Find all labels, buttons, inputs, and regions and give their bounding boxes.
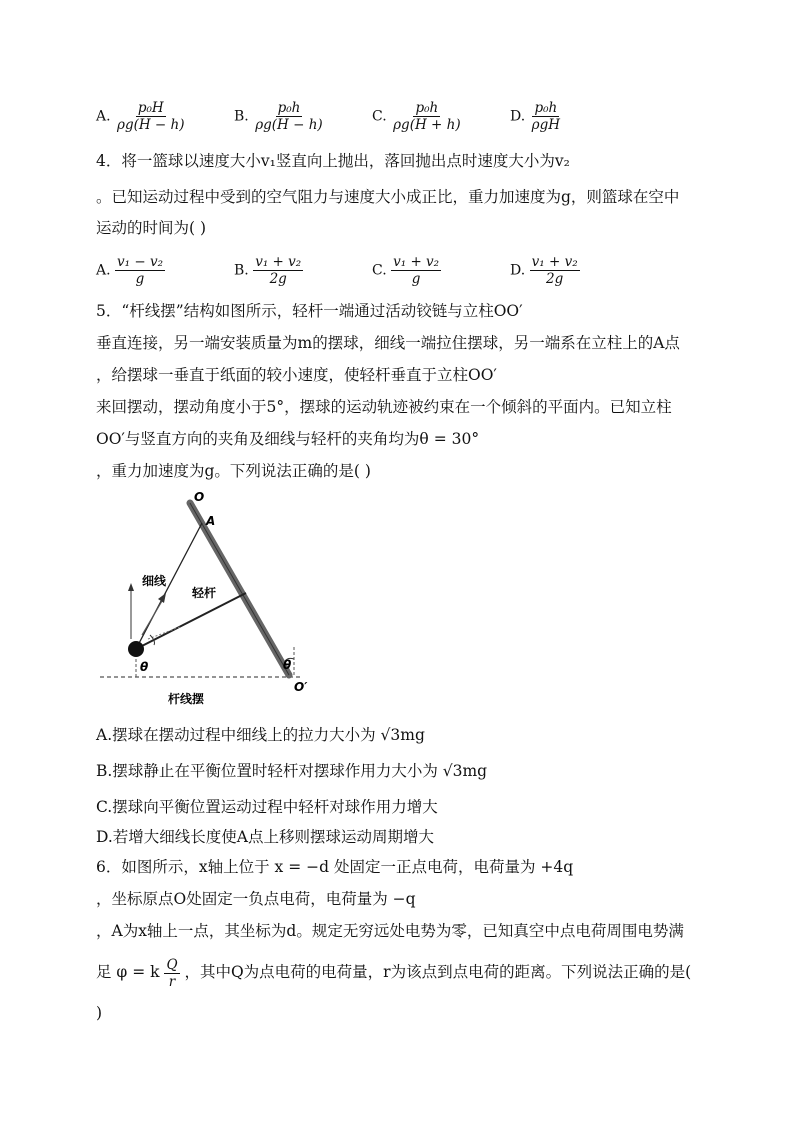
label-o: O <box>194 490 205 504</box>
q3-option-a <box>96 100 187 133</box>
pendulum-figure <box>98 489 328 711</box>
q4-option-d-fraction <box>530 254 580 287</box>
q6-line-4 <box>96 950 691 994</box>
q6-potential-den: r <box>168 973 176 990</box>
force-arrow-string <box>142 601 162 635</box>
q3-option-b <box>234 100 325 133</box>
q3-option-c-letter: C. <box>372 108 387 125</box>
q4-line-2: 。已知运动过程中受到的空气阻力与速度大小成正比，重力加速度为g，则篮球在空中 <box>96 188 680 206</box>
q4-option-b-num: v₁ + v₂ <box>255 254 302 270</box>
q5-line-4: 来回摆动，摆动角度小于5°，摆球的运动轨迹被约束在一个倾斜的平面内。已知立柱 <box>96 398 672 416</box>
q4-option-c-num: v₁ + v₂ <box>393 254 440 270</box>
q5-line-3: ，给摆球一垂直于纸面的较小速度，使轻杆垂直于立柱OO′ <box>96 366 497 384</box>
q3-option-a-den: ρg(H − h) <box>117 117 185 133</box>
q6-line-2: ，坐标原点O处固定一负点电荷，电荷量为 −q <box>96 890 416 908</box>
q4-option-a-letter: A. <box>96 262 111 279</box>
q3-option-b-letter: B. <box>234 108 249 125</box>
q6-potential-num: Q <box>166 956 178 973</box>
q4-option-b-letter: B. <box>234 262 249 279</box>
q4-option-d-letter: D. <box>510 262 526 279</box>
label-theta-left: θ <box>140 660 149 674</box>
q4-option-c-den: g <box>411 271 421 287</box>
force-arrow-up-head <box>128 583 134 591</box>
q6-potential-fraction <box>164 957 179 990</box>
q4-option-a <box>96 254 165 287</box>
q5-option-c: C.摆球向平衡位置运动过程中轻杆对球作用力增大 <box>96 798 438 816</box>
q5-line-6: ，重力加速度为g。下列说法正确的是( ) <box>96 462 371 480</box>
q3-option-b-fraction <box>253 100 324 133</box>
q4-option-d-den: 2g <box>546 271 564 287</box>
q3-option-d-den: ρgH <box>531 117 560 133</box>
q3-option-a-fraction <box>115 100 186 133</box>
label-qinggan: 轻杆 <box>192 586 217 600</box>
pendulum-diagram <box>98 489 328 711</box>
q4-option-a-fraction <box>115 254 165 287</box>
label-theta-right: θ <box>283 658 292 672</box>
q3-option-c-den: ρg(H + h) <box>393 117 461 133</box>
q5-line-2: 垂直连接，另一端安装质量为m的摆球，细线一端拉住摆球，另一端系在立柱上的A点 <box>96 334 680 352</box>
label-a: A <box>206 514 216 528</box>
q3-option-d <box>510 100 562 133</box>
string-arrow-head <box>158 593 166 603</box>
figure-caption: 杆线摆 <box>168 692 205 706</box>
q5-option-b: B.摆球静止在平衡位置时轻杆对摆球作用力大小为 √3mg <box>96 762 488 780</box>
q6-line-1: 6．如图所示，x轴上位于 x = −d 处固定一正点电荷，电荷量为 +4q <box>96 858 574 876</box>
q3-option-a-letter: A. <box>96 108 111 125</box>
label-o-prime: O′ <box>294 680 308 694</box>
q5-line-5: OO′与竖直方向的夹角及细线与轻杆的夹角均为θ = 30° <box>96 430 480 448</box>
q3-option-a-num: p₀H <box>137 100 164 116</box>
q3-option-d-fraction <box>530 100 562 133</box>
q3-option-d-num: p₀h <box>534 100 558 116</box>
rod-line <box>136 593 246 649</box>
q4-option-d <box>510 254 580 287</box>
q5-line-1: 5．“杆线摆”结构如图所示，轻杆一端通过活动铰链与立柱OO′ <box>96 302 523 320</box>
force-arrow-rod <box>148 627 180 639</box>
q4-line-3: 运动的时间为( ) <box>96 219 207 237</box>
q3-option-b-den: ρg(H − h) <box>255 117 323 133</box>
q5-option-d: D.若增大细线长度使A点上移则摆球运动周期增大 <box>96 828 434 846</box>
q3-option-b-num: p₀h <box>277 100 301 116</box>
q3-option-d-letter: D. <box>510 108 526 125</box>
q6-line-4-post: ，其中Q为点电荷的电荷量，r为该点到点电荷的距离。下列说法正确的是( <box>184 963 692 981</box>
q3-option-c-fraction <box>391 100 462 133</box>
label-xixian: 细线 <box>142 574 167 588</box>
q4-option-b-fraction <box>253 254 303 287</box>
q4-line-1: 4．将一篮球以速度大小v₁竖直向上抛出，落回抛出点时速度大小为v₂ <box>96 152 570 170</box>
q4-option-d-num: v₁ + v₂ <box>531 254 578 270</box>
q4-option-c-fraction <box>391 254 441 287</box>
q6-line-3: ，A为x轴上一点，其坐标为d。规定无穷远处电势为零，已知真空中点电荷周围电势满 <box>96 922 684 940</box>
q6-line-4-pre: 足 φ = k <box>96 963 160 981</box>
q3-option-c <box>372 100 463 133</box>
q4-option-a-den: g <box>135 271 145 287</box>
q4-option-c <box>372 254 441 287</box>
q4-option-b <box>234 254 303 287</box>
q4-option-c-letter: C. <box>372 262 387 279</box>
q6-line-5: ) <box>96 1004 103 1022</box>
q4-option-b-den: 2g <box>269 271 287 287</box>
q3-option-c-num: p₀h <box>415 100 439 116</box>
pendulum-ball <box>128 641 144 657</box>
q5-option-a: A.摆球在摆动过程中细线上的拉力大小为 √3mg <box>96 726 425 744</box>
q4-option-a-num: v₁ − v₂ <box>117 254 163 270</box>
